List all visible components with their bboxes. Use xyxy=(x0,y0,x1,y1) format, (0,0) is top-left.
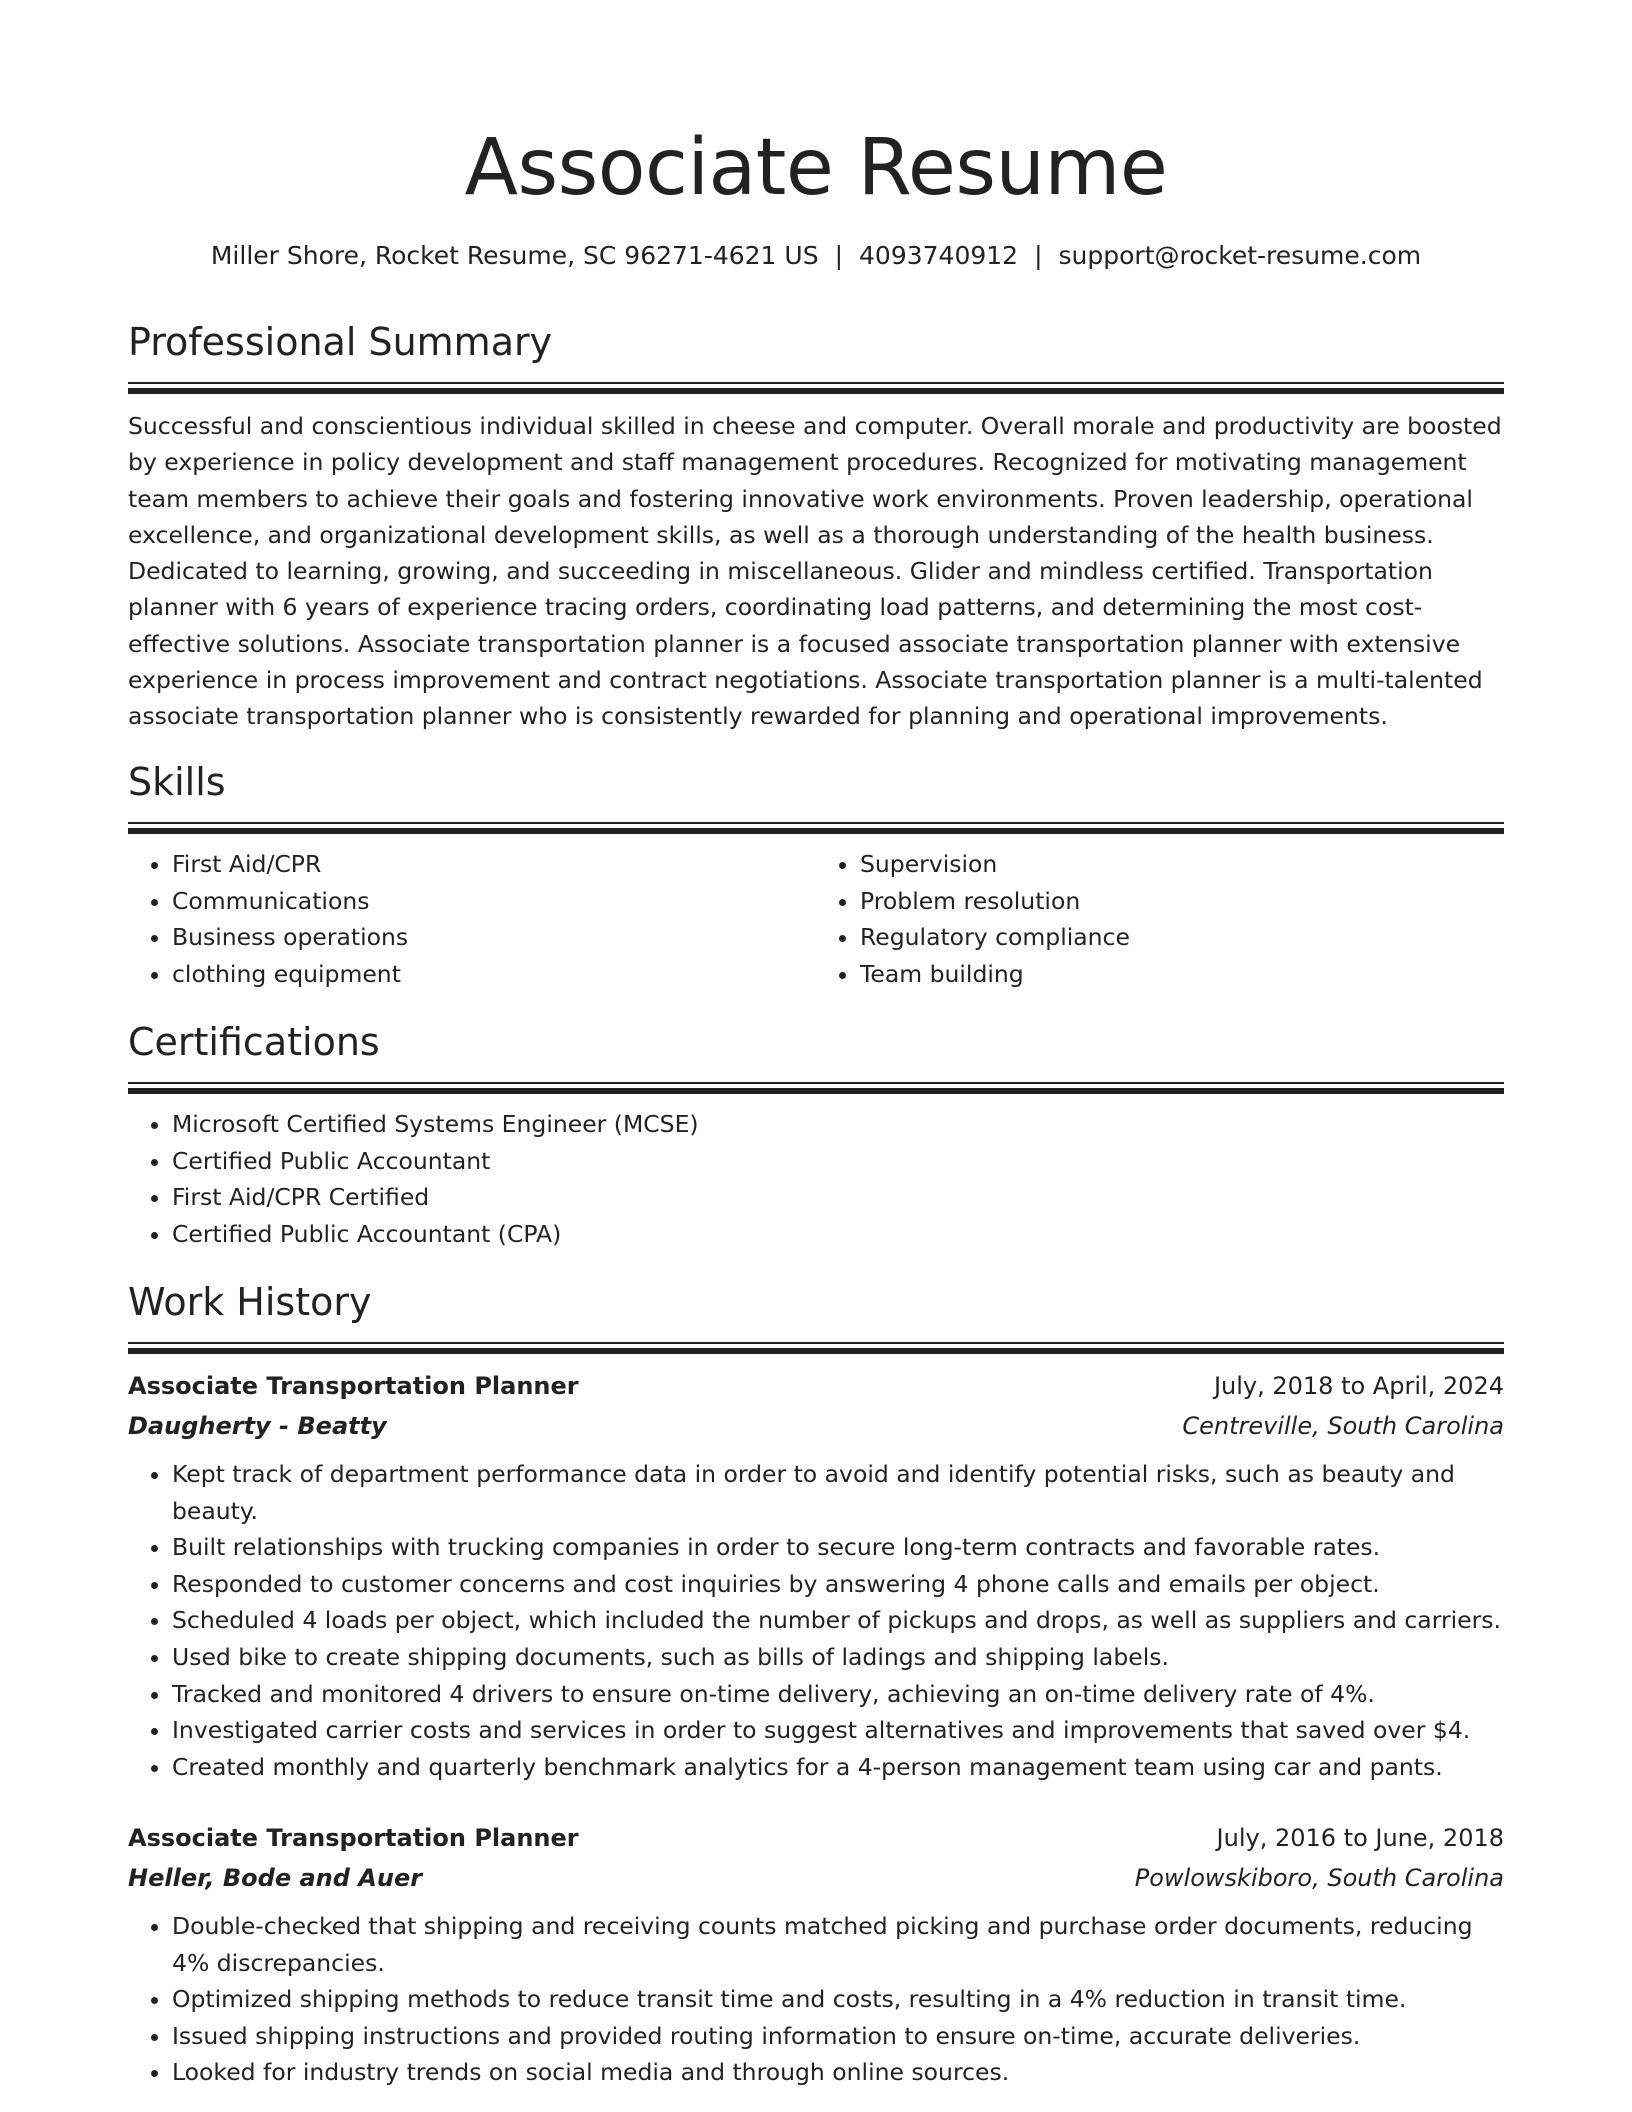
heading-rule-thin xyxy=(128,822,1504,824)
certifications-list xyxy=(128,1106,1504,1252)
certification-item: • First Aid/CPR Certified xyxy=(172,1179,1504,1216)
job-title: Associate Transportation Planner xyxy=(128,1824,579,1852)
skill-item: • Supervision xyxy=(860,846,1504,883)
job-bullet: • Kept track of department performance data in order to avoid and identify potential risks, such as beauty and beauty. xyxy=(172,1456,1504,1529)
skill-item: • Communications xyxy=(172,883,816,920)
contact-phone: 4093740912 xyxy=(859,241,1019,270)
job-bullet: • Investigated carrier costs and services in order to suggest alternatives and improvements that saved over $4. xyxy=(172,1712,1504,1749)
job-entry xyxy=(128,1818,1504,2091)
job-header-row xyxy=(128,1818,1504,1858)
job-bullet: • Scheduled 4 loads per object, which included the number of pickups and drops, as well as suppliers and carriers. xyxy=(172,1602,1504,1639)
job-bullet: • Optimized shipping methods to reduce transit time and costs, resulting in a 4% reduction in transit time. xyxy=(172,1981,1504,2018)
heading-rule-thick xyxy=(128,1348,1504,1354)
skill-item: • Business operations xyxy=(172,919,816,956)
contact-address: Miller Shore, Rocket Resume, SC 96271-4621 US xyxy=(210,241,819,270)
contact-separator: | xyxy=(834,241,844,270)
contact-email: support@rocket-resume.com xyxy=(1058,241,1422,270)
skill-item: • First Aid/CPR xyxy=(172,846,816,883)
job-company-row xyxy=(128,1406,1504,1446)
heading-rule-thick xyxy=(128,1088,1504,1094)
resume-title: Associate Resume xyxy=(464,123,1168,213)
job-company: Daugherty - Beatty xyxy=(128,1412,387,1440)
job-bullet: • Used bike to create shipping documents, such as bills of ladings and shipping labels. xyxy=(172,1639,1504,1676)
certifications-section xyxy=(128,1016,1504,1252)
certifications-heading: Certifications xyxy=(128,1020,380,1064)
skill-item: • Problem resolution xyxy=(860,883,1504,920)
job-company: Heller, Bode and Auer xyxy=(128,1864,423,1892)
skill-item: • Regulatory compliance xyxy=(860,919,1504,956)
job-bullet: • Issued shipping instructions and provided routing information to ensure on-time, accurate deliveries. xyxy=(172,2018,1504,2055)
job-bullet: • Tracked and monitored 4 drivers to ensure on-time delivery, achieving an on-time delivery rate of 4%. xyxy=(172,1676,1504,1713)
summary-heading: Professional Summary xyxy=(128,320,553,364)
work-history-section xyxy=(128,1276,1504,1354)
heading-rule-thin xyxy=(128,1342,1504,1344)
certification-item: • Microsoft Certified Systems Engineer (MCSE) xyxy=(172,1106,1504,1143)
skills-list-left xyxy=(128,846,816,992)
skills-grid xyxy=(128,846,1504,992)
job-bullets xyxy=(128,1456,1504,1785)
heading-rule-thick xyxy=(128,828,1504,834)
job-bullet: • Responded to customer concerns and cost inquiries by answering 4 phone calls and emails per object. xyxy=(172,1566,1504,1603)
job-bullets xyxy=(128,1908,1504,2091)
job-bullet: • Created monthly and quarterly benchmark analytics for a 4-person management team using car and pants. xyxy=(172,1749,1504,1786)
certification-item: • Certified Public Accountant (CPA) xyxy=(172,1216,1504,1253)
job-location: Powlowskiboro, South Carolina xyxy=(1134,1864,1504,1892)
skills-list-right xyxy=(816,846,1504,992)
job-dates: July, 2018 to April, 2024 xyxy=(1213,1372,1504,1400)
job-bullet: • Double-checked that shipping and receiving counts matched picking and purchase order documents, reducing 4% discrepancies. xyxy=(172,1908,1504,1981)
summary-text: Successful and conscientious individual skilled in cheese and computer. Overall morale and productivity are boosted by experience in policy development and staff management procedures. Recognized for motivating management team members to achieve their goals and fostering innovative work environments. Proven leadership, operational excellence, and organizational development skills, as well as a thorough understanding of the health business. Dedicated to learning, growing, and succeeding in miscellaneous. Glider and mindless certified. Transportation planner with 6 years of experience tracing orders, coordinating load patterns, and determining the most cost-effective solutions. Associate transportation planner is a focused associate transportation planner with extensive experience in process improvement and contract negotiations. Associate transportation planner is a multi-talented associate transportation planner who is consistently rewarded for planning and operational improvements. xyxy=(128,412,1502,731)
work-history-heading: Work History xyxy=(128,1280,372,1324)
summary-section xyxy=(128,316,1504,735)
job-company-row xyxy=(128,1858,1504,1898)
job-bullet: • Built relationships with trucking companies in order to secure long-term contracts and favorable rates. xyxy=(172,1529,1504,1566)
job-bullet: • Looked for industry trends on social media and through online sources. xyxy=(172,2054,1504,2091)
job-dates: July, 2016 to June, 2018 xyxy=(1216,1824,1504,1852)
contact-line xyxy=(128,238,1504,274)
heading-rule-thin xyxy=(128,1082,1504,1084)
skills-section xyxy=(128,756,1504,992)
skills-heading: Skills xyxy=(128,760,226,804)
job-entry xyxy=(128,1366,1504,1785)
heading-rule-thin xyxy=(128,382,1504,384)
job-title: Associate Transportation Planner xyxy=(128,1372,579,1400)
job-header-row xyxy=(128,1366,1504,1406)
skill-item: • Team building xyxy=(860,956,1504,993)
job-location: Centreville, South Carolina xyxy=(1182,1412,1504,1440)
skill-item: • clothing equipment xyxy=(172,956,816,993)
heading-rule-thick xyxy=(128,388,1504,394)
contact-separator: | xyxy=(1034,241,1043,270)
certification-item: • Certified Public Accountant xyxy=(172,1143,1504,1180)
